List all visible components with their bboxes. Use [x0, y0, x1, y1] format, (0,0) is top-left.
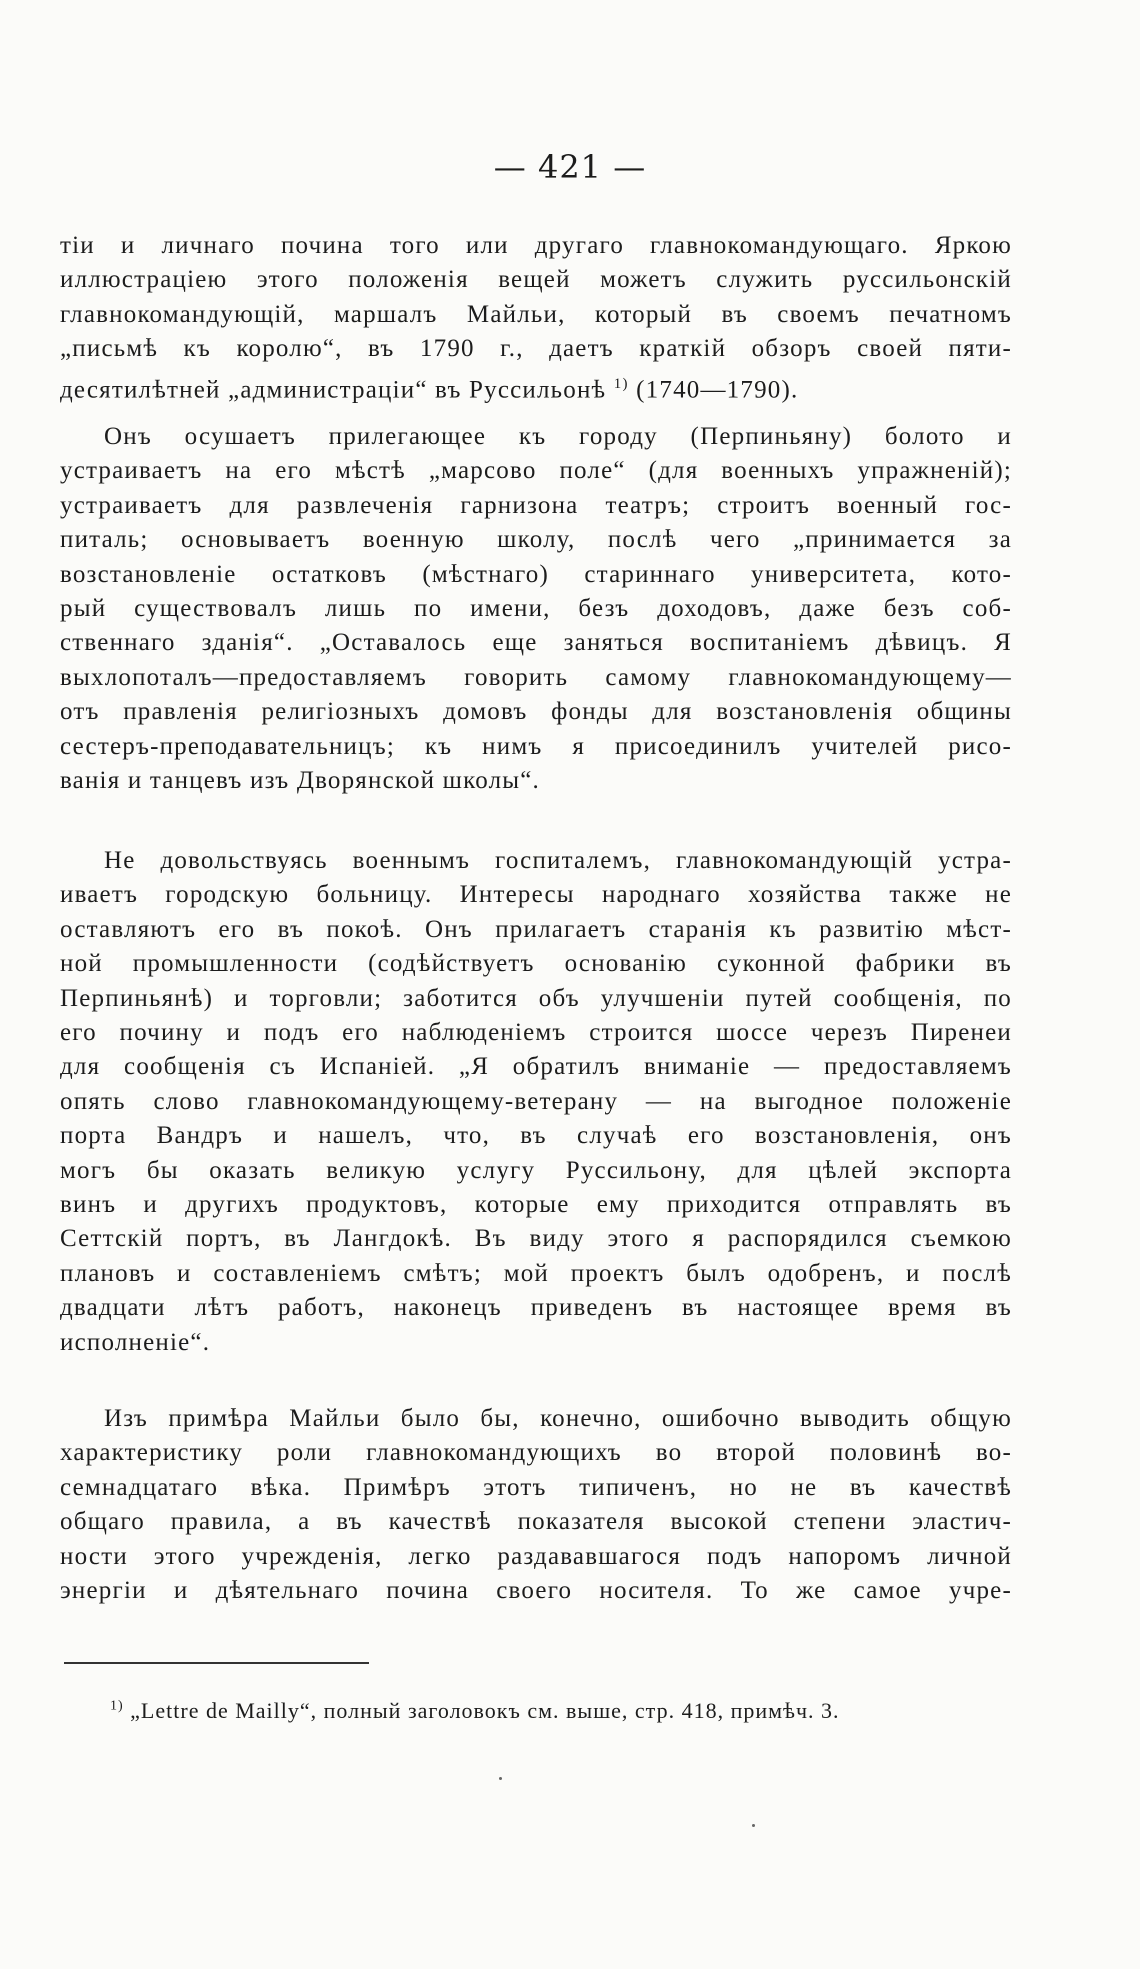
text-line-segment: десятилѣтней „администраціи“ въ Руссильонѣ — [60, 375, 607, 403]
paragraph-3 — [60, 844, 1012, 1360]
text-line: энергіи и дѣятельнаго почина своего носителя. То же самое учре- — [60, 1577, 1012, 1605]
text-line: ной промышленности (содѣйствуетъ основанію суконной фабрики въ — [60, 950, 1012, 978]
text-line: иваетъ городскую больницу. Интересы народнаго хозяйства также не — [60, 881, 1012, 909]
footnote-reference: 1) — [613, 375, 629, 392]
paragraph-4 — [60, 1402, 1012, 1608]
text-line: иллюстраціею этого положенія вещей можетъ служить руссильонскій — [60, 266, 1012, 294]
text-line: плановъ и составленіемъ смѣтъ; мой проектъ былъ одобренъ, и послѣ — [60, 1259, 1012, 1287]
text-line: главнокомандующій, маршалъ Майльи, который въ своемъ печатномъ — [60, 300, 1012, 328]
text-line: сестеръ-преподавательницъ; къ нимъ я присоединилъ учителей рисо- — [60, 732, 1012, 760]
text-line: „письмѣ къ королю“, въ 1790 г., даетъ краткій обзоръ своей пяти- — [60, 335, 1012, 363]
text-line: порта Вандръ и нашелъ, что, въ случаѣ его возстановленія, онъ — [60, 1122, 1012, 1150]
text-line: рый существовалъ лишь по имени, безъ доходовъ, даже безъ соб- — [60, 595, 1012, 623]
text-line: оставляютъ его въ покоѣ. Онъ прилагаетъ старанія къ развитію мѣст- — [60, 915, 1012, 943]
paragraph-1 — [60, 229, 1012, 407]
text-line: Не довольствуясь военнымъ госпиталемъ, главнокомандующій устра- — [104, 847, 1012, 874]
text-line — [60, 367, 1012, 408]
text-line-tail: (1740—1790). — [628, 375, 799, 403]
text-line: двадцати лѣтъ работъ, наконецъ приведенъ въ настоящее время въ — [60, 1294, 1012, 1322]
footnote-divider — [64, 1662, 369, 1664]
footnote — [110, 1698, 840, 1724]
text-line: тіи и личнаго почина того или другаго главнокомандующаго. Яркою — [60, 232, 1012, 259]
text-line: устраиваетъ для развлеченія гарнизона театръ; строитъ военный гос- — [60, 491, 1012, 519]
text-line: винъ и другихъ продуктовъ, которые ему приходится отправлять въ — [60, 1191, 1012, 1219]
text-line: Изъ примѣра Майльи было бы, конечно, ошибочно выводить общую — [104, 1405, 1012, 1432]
text-line: исполненіе“. — [60, 1328, 211, 1356]
text-line: Онъ осушаетъ прилегающее къ городу (Перпиньяну) болото и — [104, 423, 1012, 450]
text-line: ственнаго зданія“. „Оставалось еще заняться воспитаніемъ дѣвицъ. Я — [60, 629, 1012, 657]
text-line: характеристику роли главнокомандующихъ во второй половинѣ во- — [60, 1439, 1012, 1467]
footnote-mark: 1) — [110, 1698, 124, 1714]
text-line: опять слово главнокомандующему-ветерану — на выгодное положеніе — [60, 1087, 1012, 1115]
text-line: могъ бы оказать великую услугу Руссильону, для цѣлей экспорта — [60, 1156, 1012, 1184]
text-line: общаго правила, а въ качествѣ показателя высокой степени эластич- — [60, 1508, 1012, 1536]
page-number: — 421 — — [493, 148, 647, 186]
text-line: Сеттскій портъ, въ Лангдокѣ. Въ виду этого я распорядился съемкою — [60, 1225, 1012, 1253]
text-line: выхлопоталъ—предоставляемъ говорить самому главнокомандующему— — [60, 663, 1012, 691]
text-line: отъ правленія религіозныхъ домовъ фонды для возстановленія общины — [60, 698, 1012, 726]
footnote-text: „Lettre de Mailly“, полный заголовокъ см. выше, стр. 418, примѣч. 3. — [123, 1698, 840, 1723]
paper-speck — [499, 1777, 502, 1780]
text-line: устраиваетъ на его мѣстѣ „марсово поле“ (для военныхъ упражненій); — [60, 457, 1012, 485]
text-line: его почину и подъ его наблюденіемъ строится шоссе черезъ Пиренеи — [60, 1019, 1012, 1047]
text-line: Перпиньянѣ) и торговли; заботится объ улучшеніи путей сообщенія, по — [60, 984, 1012, 1012]
text-line: семнадцатаго вѣка. Примѣръ этотъ типиченъ, но не въ качествѣ — [60, 1473, 1012, 1501]
text-line: питаль; основываетъ военную школу, послѣ чего „принимается за — [60, 526, 1012, 554]
text-line: возстановленіе остатковъ (мѣстнаго) стариннаго университета, кото- — [60, 560, 1012, 588]
paper-speck — [752, 1824, 755, 1827]
paragraph-2 — [60, 420, 1012, 798]
text-line: ванія и танцевъ изъ Дворянской школы“. — [60, 767, 540, 795]
text-line: ности этого учрежденія, легко раздававшагося подъ напоромъ личной — [60, 1542, 1012, 1570]
text-line: для сообщенія съ Испаніей. „Я обратилъ вниманіе — предоставляемъ — [60, 1053, 1012, 1081]
